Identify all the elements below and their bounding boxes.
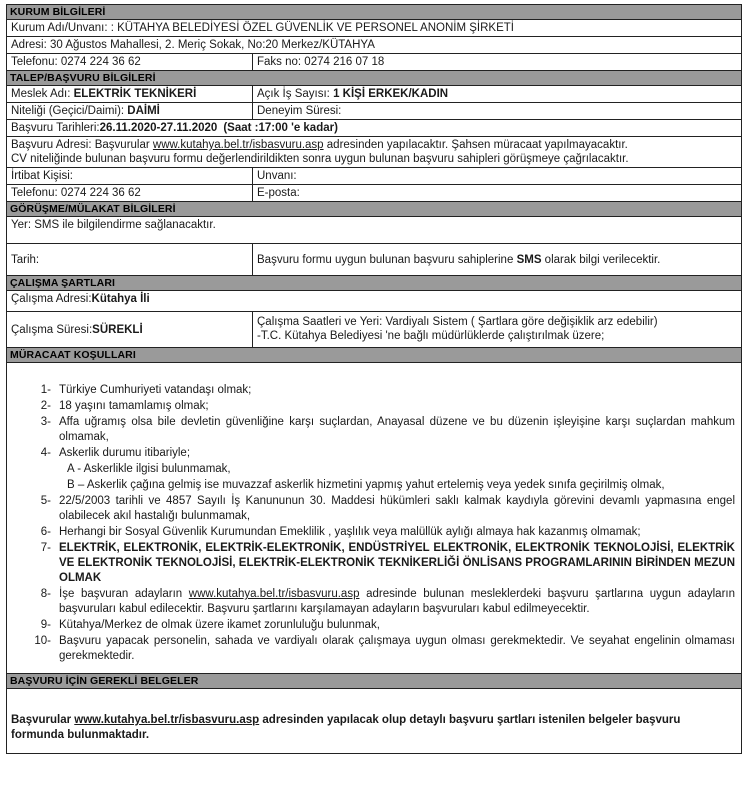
- item-number: 6-: [40, 526, 51, 538]
- item-text: Affa uğramış olsa bile devletin güvenliğine karşı suçlardan, Anayasal düzene ve bu düzenin işleyişine karşı suçlardan mahkum olmamak,: [59, 416, 735, 443]
- item-text: Başvuru yapacak personelin, sahada ve vardiyalı olarak çalışmaya uygun olması gerekmektedir. Ve seyahat engelinin olmaması gerekmektedir.: [59, 635, 735, 662]
- item-number: 8-: [40, 588, 51, 600]
- tarih-value: 26.11.2020-27.11.2020: [99, 122, 218, 134]
- section-header-belgeler: BAŞVURU İÇİN GEREKLİ BELGELER: [7, 674, 741, 689]
- item-number: 9-: [40, 619, 51, 631]
- section-header-calisma: ÇALIŞMA ŞARTLARI: [7, 276, 741, 291]
- sure-value: SÜREKLİ: [92, 323, 143, 336]
- tarih-note-prefix: Başvuru formu uygun bulunan başvuru sahiplerine: [257, 253, 517, 266]
- sure-label: Çalışma Süresi:: [11, 323, 93, 336]
- nitelik-value: DAİMİ: [127, 105, 160, 117]
- saat-line-1: Çalışma Saatleri ve Yeri: Vardiyalı Sistem ( Şartlara göre değişiklik arz edebilir): [257, 316, 658, 328]
- cv-note: CV niteliğinde bulunan başvuru formu değerlendirildikten sonra uygun bulunan başvuru sahipleri görüşmeye çağrılacaktır.: [11, 153, 629, 165]
- item-text: Türkiye Cumhuriyeti vatandaşı olmak;: [59, 384, 252, 396]
- meslek-value: ELEKTRİK TEKNİKERİ: [73, 88, 197, 100]
- meslek-adi: [7, 86, 253, 102]
- sub-item-a: A - Askerlikle ilgisi bulunmamak,: [67, 463, 231, 475]
- tarih-label: Başvuru Tarihleri:: [11, 122, 100, 134]
- belgeler-prefix: Başvurular: [11, 714, 75, 726]
- item-number: 4-: [40, 447, 51, 459]
- item-number: 1-: [40, 384, 51, 396]
- item-number: 7-: [40, 542, 51, 554]
- meslek-label: Meslek Adı:: [11, 88, 74, 100]
- saat-value: (Saat :17:00 'e kadar): [223, 122, 338, 134]
- kurum-telefon: Telefonu: 0274 224 36 62: [7, 54, 253, 70]
- basvuru-link[interactable]: www.kutahya.bel.tr/isbasvuru.asp: [152, 139, 324, 151]
- list-item: [11, 415, 735, 445]
- item-8-prefix: İşe başvuran adayların: [59, 588, 189, 600]
- belgeler-link[interactable]: www.kutahya.bel.tr/isbasvuru.asp: [74, 714, 260, 726]
- kurum-unvan: Kurum Adı/Unvanı: : KÜTAHYA BELEDİYESİ ÖZEL GÜVENLİK VE PERSONEL ANONİM ŞİRKETİ: [11, 22, 514, 34]
- belgeler-suffix: adresinden yapılacak olup detaylı başvuru şartları istenilen belgeler başvuru formunda bulunmaktadır.: [11, 714, 681, 741]
- calisma-saatleri: [253, 312, 741, 347]
- list-item: [11, 399, 735, 414]
- item-text: Kütahya/Merkez de olmak üzere ikamet zorunluluğu bulunmak,: [59, 619, 380, 631]
- saat-line-2: -T.C. Kütahya Belediyesi 'ne bağlı müdürlüklerde çalıştırılmak üzere;: [257, 330, 605, 342]
- list-item: [11, 383, 735, 398]
- calisma-suresi: [7, 312, 253, 347]
- kurum-faks: Faks no: 0274 216 07 18: [257, 56, 385, 68]
- form-frame: [6, 4, 742, 754]
- item-8-link[interactable]: www.kutahya.bel.tr/isbasvuru.asp: [188, 588, 360, 600]
- gorusme-tarih-note: [253, 252, 741, 268]
- calisma-adres-value: Kütahya İli: [91, 293, 150, 305]
- list-item: [11, 618, 735, 633]
- nitelik: [7, 103, 253, 119]
- basvuru-tarihleri: [7, 120, 741, 136]
- item-number: 5-: [40, 495, 51, 507]
- item-8-suffix: adresinde bulunan mesleklerdeki başvuru şartlarına uygun adayların başvuruları kabul edilecektir. Başvuru şartlarını karşılamayan adayların başvuruları kabul edilmeyecektir.: [59, 588, 735, 615]
- sub-item-b: B – Askerlik çağına gelmiş ise muvazzaf askerlik hizmetini yapmış yahut ertelemiş veya yedek sınıfa geçirilmiş olmak,: [67, 479, 665, 491]
- tarih-note-suffix: olarak bilgi verilecektir.: [541, 253, 661, 266]
- gorusme-yer: Yer: SMS ile bilgilendirme sağlanacaktır.: [11, 219, 216, 231]
- item-text: Askerlik durumu itibariyle;: [59, 447, 191, 459]
- acik-value: 1 KİŞİ ERKEK/KADIN: [333, 88, 449, 100]
- section-header-gorusme: GÖRÜŞME/MÜLAKAT BİLGİLERİ: [7, 202, 741, 217]
- list-item: [11, 446, 735, 461]
- irtibat-kisisi: İrtibat Kişisi:: [7, 168, 253, 184]
- irtibat-eposta: E-posta:: [257, 187, 300, 199]
- section-header-muracaat: MÜRACAAT KOŞULLARI: [7, 348, 741, 363]
- irtibat-telefon: Telefonu: 0274 224 36 62: [7, 185, 253, 201]
- item-number: 2-: [40, 400, 51, 412]
- acik-is-sayisi: [253, 86, 741, 102]
- nitelik-label: Niteliği (Geçici/Daimi):: [11, 105, 128, 117]
- adres-prefix: Başvuru Adresi: Başvurular: [11, 139, 153, 151]
- deneyim-suresi: Deneyim Süresi:: [257, 105, 342, 117]
- item-number: 3-: [40, 416, 51, 428]
- muracaat-list: [7, 363, 741, 674]
- tarih-note-sms: SMS: [516, 253, 542, 266]
- belgeler-text: [7, 689, 741, 754]
- section-header-talep: TALEP/BAŞVURU BİLGİLERİ: [7, 71, 741, 86]
- list-item: [11, 587, 735, 617]
- list-item: [11, 541, 735, 586]
- irtibat-unvani: Unvanı:: [257, 170, 297, 182]
- adres-suffix: adresinden yapılacaktır. Şahsen müracaat yapılmayacaktır.: [323, 139, 628, 151]
- item-number: 10-: [34, 635, 51, 647]
- basvuru-adresi: [7, 137, 741, 167]
- acik-label: Açık İş Sayısı:: [257, 88, 334, 100]
- item-text: ELEKTRİK, ELEKTRONİK, ELEKTRİK-ELEKTRONİK, ENDÜSTRİYEL ELEKTRONİK, ELEKTRONİK TEKNOLOJİSİ, ELEKTRİK VE ELEKTRONİK TEKNOLOJİSİ, ELEKTRİK-ELEKTRONİK TEKNİKERLİĞİ ÖNLİSANS PROGRAMLARININ BİRİNDEN MEZUN OLMAK: [59, 542, 735, 584]
- item-text: 18 yaşını tamamlamış olmak;: [59, 400, 209, 412]
- list-item: [11, 634, 735, 664]
- item-text: 22/5/2003 tarihli ve 4857 Sayılı İş Kanununun 30. Maddesi hükümleri saklı kalmak kaydıyla görevini devamlı yapmasına engel olabilecek akıl hastalığı bulunmamak,: [59, 495, 735, 522]
- section-header-kurum: KURUM BİLGİLERİ: [7, 5, 741, 20]
- item-text: Herhangi bir Sosyal Güvenlik Kurumundan Emeklilik , yaşlılık veya malüllük aylığı almaya hak kazanmış olmamak;: [59, 526, 641, 538]
- kurum-adres: Adresi: 30 Ağustos Mahallesi, 2. Meriç Sokak, No:20 Merkez/KÜTAHYA: [11, 39, 375, 51]
- gorusme-tarih: Tarih:: [7, 244, 253, 275]
- item-text: [59, 587, 735, 617]
- calisma-adresi: [7, 291, 741, 311]
- list-item: [11, 525, 735, 540]
- list-item: [11, 494, 735, 524]
- calisma-adres-label: Çalışma Adresi:: [11, 293, 92, 305]
